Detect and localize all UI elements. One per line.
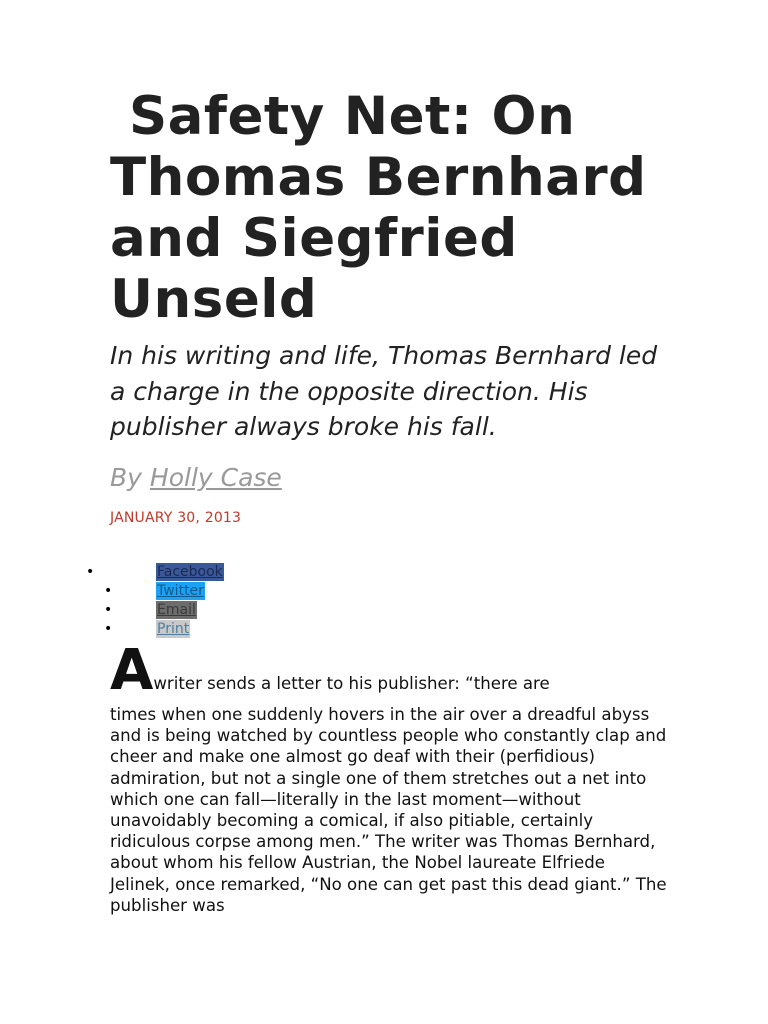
byline [110, 460, 670, 495]
body-first-line: writer sends a letter to his publisher: “there are [153, 674, 550, 693]
article-body [110, 638, 670, 916]
byline-prefix: By [110, 462, 150, 492]
bullet-icon: • [104, 583, 113, 599]
drop-cap: A [110, 638, 154, 703]
bullet-icon: • [104, 602, 113, 618]
article-dek: In his writing and life, Thomas Bernhard led a charge in the opposite direction. His publisher always broke his fall. [110, 341, 658, 441]
article-headline: Safety Net: On Thomas Bernhard and Siegfried Unseld [110, 86, 666, 330]
share-list-bullet: • [86, 564, 95, 580]
facebook-share-link[interactable]: Facebook [157, 564, 223, 580]
twitter-share-link[interactable]: Twitter [157, 583, 204, 599]
email-share-link[interactable]: Email [157, 602, 196, 618]
print-link[interactable]: Print [157, 621, 190, 637]
bullet-icon: • [104, 621, 113, 637]
article-header [110, 86, 670, 527]
author-link[interactable]: Holly Case [149, 462, 282, 492]
publish-date: JANUARY 30, 2013 [110, 509, 242, 526]
body-paragraph: times when one suddenly hovers in the air over a dreadful abyss and is being watched by countless people who constantly clap and cheer and make one almost go deaf with their (perfidious) admiration, but not a single one of them stretches out a net into which one can fall—literally in the last moment—without unavoidably becoming a comical, if also pitiable, certainly ridiculous corpse among men.” The writer was Thomas Bernhard, about whom his fellow Austrian, the Nobel laureate Elfriede Jelinek, once remarked, “No one can get past this dead giant.” The publisher was [110, 705, 667, 915]
